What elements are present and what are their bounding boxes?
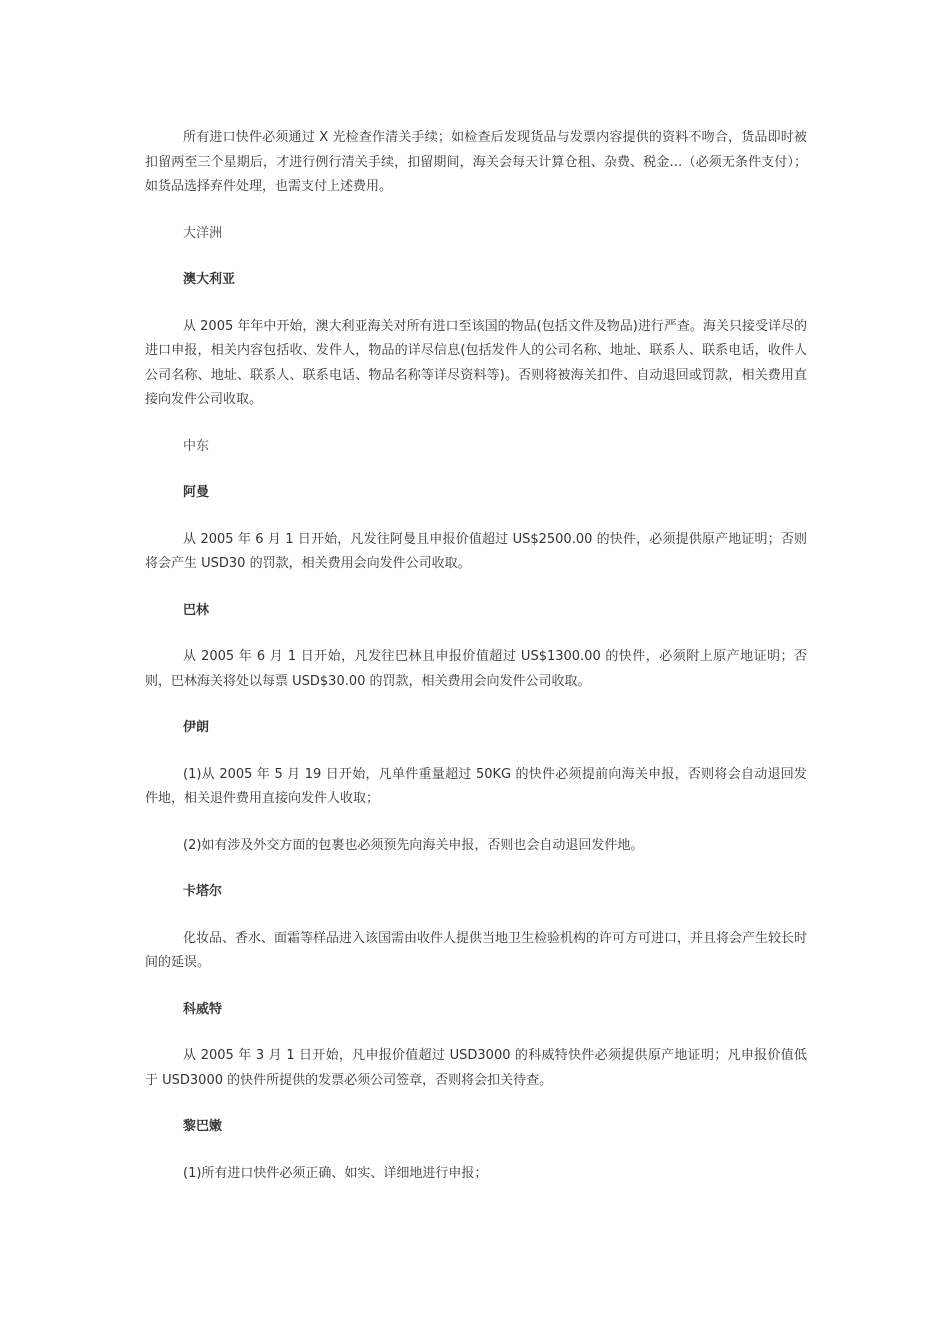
paragraph-lebanon-1: (1)所有进口快件必须正确、如实、详细地进行申报； (183, 1165, 488, 1181)
country-heading-iran: 伊朗 (183, 720, 210, 735)
paragraph-qatar: 化妆品、香水、面霜等样品进入该国需由收件人提供当地卫生检验机构的许可方可进口，并且将会产生较长时间的延误。 (145, 930, 808, 970)
country-heading-qatar: 卡塔尔 (183, 884, 223, 899)
paragraph-australia: 从 2005 年年中开始，澳大利亚海关对所有进口至该国的物品(包括文件及物品)进行严查。海关只接受详尽的进口申报，相关内容包括收、发件人，物品的详尽信息(包括发件人的公司名称、地址、联系人、联系电话，收件人公司名称、地址、联系人、联系电话、物品名称等详尽资料等)。否则将被海关扣件、自动退回或罚款，相关费用直接向发件公司收取。 (145, 318, 807, 407)
country-heading-oman: 阿曼 (183, 485, 210, 500)
paragraph-iran-1: (1)从 2005 年 5 月 19 日开始，凡单件重量超过 50KG 的快件必须提前向海关申报，否则将会自动退回发件地，相关退件费用直接向发件人收取； (145, 766, 807, 806)
country-heading-lebanon: 黎巴嫩 (183, 1119, 223, 1134)
paragraph-xray-inspection: 所有进口快件必须通过 X 光检查作清关手续；如检查后发现货品与发票内容提供的资料不吻合，货品即时被扣留两至三个星期后，才进行例行清关手续，扣留期间，海关会每天计算仓租、杂费、税金…（必须无条件支付）；如货品选择弃件处理，也需支付上述费用。 (145, 130, 807, 194)
document-body (145, 126, 807, 1208)
region-label-middle-east: 中东 (183, 438, 210, 454)
paragraph-bahrain: 从 2005 年 6 月 1 日开始，凡发往巴林且申报价值超过 US$1300.00 的快件，必须附上原产地证明；否则，巴林海关将处以每票 USD$30.00 的罚款，相关费用会向发件公司收取。 (145, 649, 807, 689)
paragraph-iran-2: (2)如有涉及外交方面的包裹也必须预先向海关申报，否则也会自动退回发件地。 (183, 837, 644, 853)
paragraph-oman: 从 2005 年 6 月 1 日开始，凡发往阿曼且申报价值超过 US$2500.00 的快件，必须提供原产地证明；否则将会产生 USD30 的罚款，相关费用会向发件公司收取。 (145, 531, 807, 571)
country-heading-bahrain: 巴林 (183, 602, 210, 618)
country-heading-australia: 澳大利亚 (183, 272, 236, 287)
paragraph-kuwait: 从 2005 年 3 月 1 日开始，凡申报价值超过 USD3000 的科威特快件必须提供原产地证明；凡申报价值低于 USD3000 的快件所提供的发票必须公司签章，否则将会扣关待查。 (145, 1048, 807, 1088)
region-label-oceania: 大洋洲 (183, 225, 223, 241)
country-heading-kuwait: 科威特 (183, 1001, 223, 1017)
